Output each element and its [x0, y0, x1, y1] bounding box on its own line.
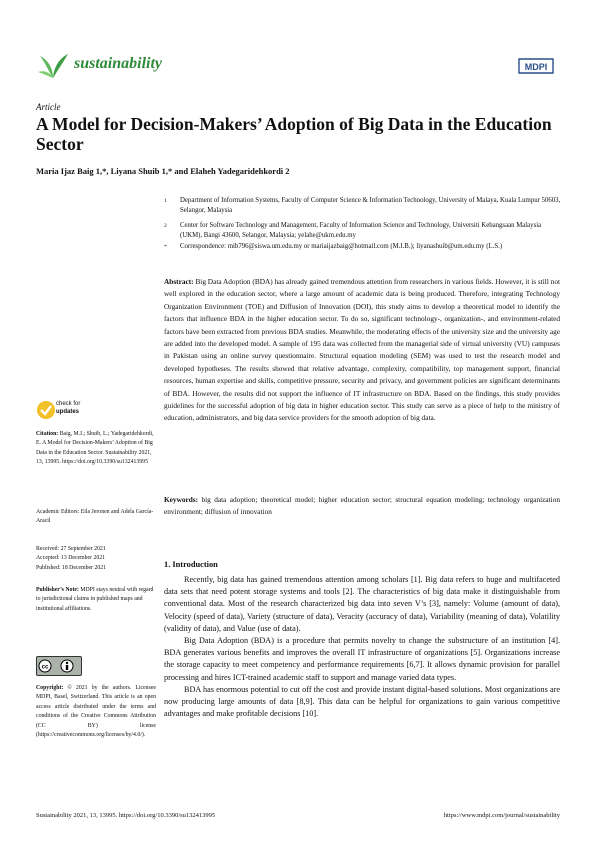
publisher-note-text: MDPI stays neutral with regard to jurisdictional claims in published maps and institutional affiliations.: [36, 587, 154, 612]
cc-by-license-icon[interactable]: [36, 656, 82, 676]
abstract-text: Big Data Adoption (BDA) has already gained tremendous attention from researchers in various fields. However, it is still not well explored in the education sector, where a large amount of academic data is being produced. Therefore, integrating Technology Organization Environment (TOE) and Diffusion of Innovation (DOI), this study aims to develop a theoretical model to identify the factors that influence BDA in the higher education sector. To do so, significant technology-, organization-, and environment-related factors have been extracted from previous BDA studies. Meanwhile, the moderating effects of the university size and the university age are added into the developed model. A sample of 195 data was collected from the managerial side of virtual university (VU) campuses in Pakistan using an online survey questionnaire. Structural equation modeling (SEM) was used to test the research model and developed hypotheses. The results showed that relative advantage, complexity, compatibility, top management support, financial resources, human expertise and skills, competitive pressure, security and privacy, and government policies are significant determinants of BDA. However, the results did not support the influence of IT infrastructure on BDA. Based on the findings, this study provides guidelines for the successful adoption of big data in higher education sector. This study can serve as a piece of help to the ministry of education, administrators, and big data service providers for the smooth adoption of big data.: [164, 277, 561, 423]
keywords-text: big data adoption; theoretical model; higher education sector; structural equation modeling; technology organization environment; diffusion of innovation: [164, 495, 560, 517]
paragraph: Big Data Adoption (BDA) is a procedure that permits novelty to change the substructure of an institution [4]. BDA generates various benefits and improves the overall IT infrastructure of organizations [5]. Organizations increase the storage capacity to meet competency and performance requirements [6,7]. It allows dynamic provision for parallel processing and hires ICT-trained academic staff to support and manage varied data types.: [164, 636, 560, 682]
copyright-text: © 2021 by the authors. Licensee MDPI, Basel, Switzerland. This article is an open access article distributed under the terms and conditions of the Creative Commons Attribution (CC BY) license (https://creativecommons.org/licenses/by/4.0/).: [36, 685, 156, 739]
academic-editors: Academic Editors: Eila Jeronen and Adela García-Aracil: [36, 509, 154, 525]
paper-title: A Model for Decision-Makers’ Adoption of Big Data in the Education Sector: [36, 114, 552, 154]
check-updates-icon: [36, 400, 56, 420]
mdpi-logo-text: MDPI: [524, 62, 548, 72]
published-date: Published: 18 December 2021: [36, 564, 107, 571]
check-updates-line2: updates: [56, 409, 80, 415]
paragraph: Recently, big data has gained tremendous attention among scholars [1]. Big data refers to huge and multifaceted data sets that need potent storage systems and tools [2]. The characteristics of big data make it distinguishable from conventional data. Most of the research characterized big data into seven V’s [3], namely: Volume (amount of data), Velocity (speed of data), Variety (structure of data), Veracity (accuracy of data), Variability (meaning of data), Volatility (validity of data), and Value (use of data).: [164, 575, 560, 633]
keywords-label: Keywords:: [164, 495, 199, 504]
affiliation-2: [164, 221, 564, 241]
mdpi-logo-icon[interactable]: [516, 56, 556, 76]
page-footer: [36, 812, 560, 819]
abstract: [164, 276, 560, 425]
article-type: Article: [36, 102, 61, 112]
citation-label: Citation:: [36, 431, 59, 437]
footer-citation: Sustainability 2021, 13, 13995. https://doi.org/10.3390/su132413995: [36, 812, 216, 819]
affiliation-number: 1: [164, 198, 167, 204]
affiliation-text: Department of Information Systems, Faculty of Computer Science & Information Technology, University of Malaya, Kuala Lumpur 50603, Selangor, Malaysia: [180, 197, 561, 214]
received-date: Received: 27 September 2021: [36, 546, 106, 552]
copyright-label: Copyright:: [36, 685, 64, 691]
accepted-date: Accepted: 13 December 2021: [36, 555, 106, 562]
keywords: [164, 494, 560, 519]
publisher-note-label: Publisher’s Note:: [36, 587, 79, 593]
citation-block: [36, 430, 156, 468]
affiliation-number: *: [164, 244, 167, 250]
footer-journal-url[interactable]: https://www.mdpi.com/journal/sustainability: [443, 812, 560, 819]
introduction-body: [164, 574, 560, 720]
dates-block: [36, 545, 156, 573]
publisher-note: [36, 586, 156, 614]
affiliation-number: 2: [164, 223, 167, 229]
citation-text: Baig, M.I.; Shuib, L.; Yadegaridehkordi, E. A Model for Decision-Makers’ Adoption of Big Data in the Education Sector. Sustainability 2021, 13, 13995. https://doi.org/10.3390/su132413995: [36, 431, 154, 466]
affiliation-1: [164, 196, 564, 216]
paragraph: BDA has enormous potential to cut off the cost and provide instant digital-based solutions. Most organizations are now producing large amounts of data [8,9]. This data can be helpful for organizations to gain various competitive advantages and make profitable decisions [10].: [164, 684, 560, 719]
affiliation-text: Center for Software Technology and Management, Faculty of Information Science and Technology, Universiti Kebangsaan Malaysia (UKM), Bangi 43600, Selangor, Malaysia; yelahe@ukm.edu.my: [180, 222, 542, 239]
correspondence-text[interactable]: Correspondence: mib796@siswa.um.edu.my or mariaijazbaig@hotmail.com (M.I.B.); liyanashuib@um.edu.my (L.S.): [180, 243, 503, 250]
copyright-block: [36, 684, 156, 740]
cc-text: cc: [41, 664, 49, 671]
correspondence: [164, 242, 564, 252]
section-heading: 1. Introduction: [164, 560, 218, 569]
author-list: Maria Ijaz Baig 1,*, Liyana Shuib 1,* and Elaheh Yadegaridehkordi 2: [36, 166, 290, 176]
check-updates-line1: check for: [56, 401, 81, 407]
journal-name[interactable]: sustainability: [74, 55, 163, 72]
journal-leaf-logo-icon: [36, 50, 70, 80]
abstract-label: Abstract:: [164, 277, 194, 286]
